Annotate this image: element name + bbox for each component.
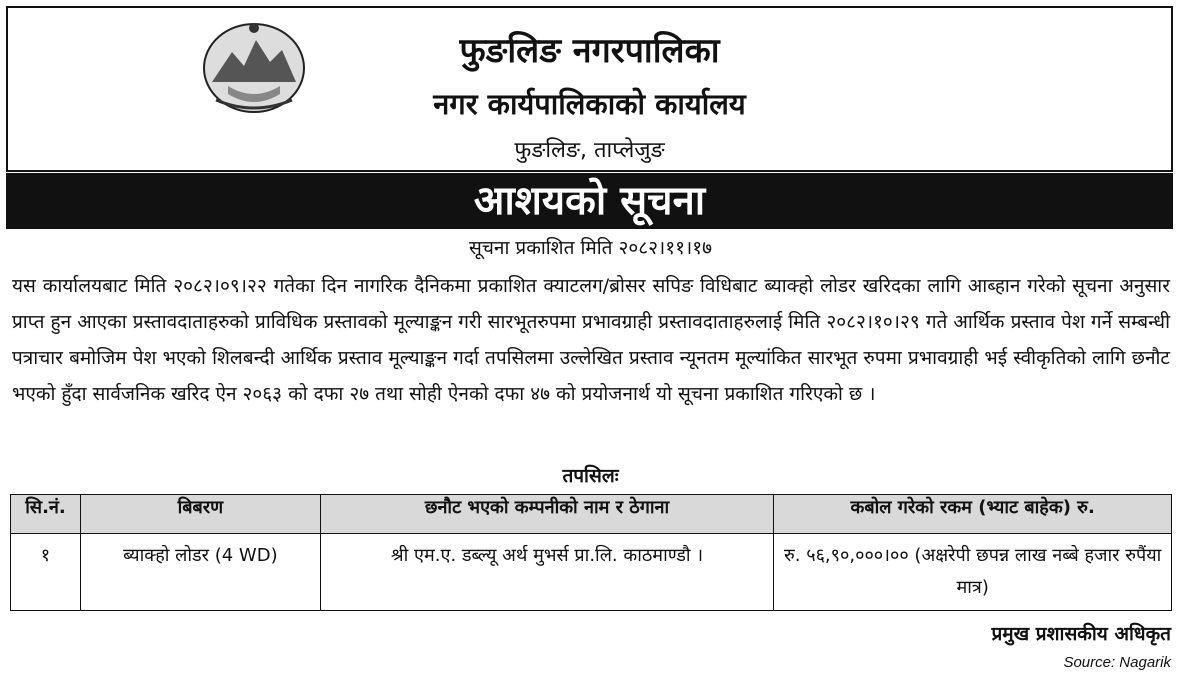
notice-header <box>6 6 1173 172</box>
header-company: छनौट भएको कम्पनीको नाम र ठेगाना <box>320 495 774 534</box>
cell-amount: रु. ५६,९०,०००।०० (अक्षरेपी छपन्न लाख नब्बे हजार रुपैंया मात्र) <box>774 534 1172 611</box>
office-name: नगर कार्यपालिकाको कार्यालय <box>433 87 746 121</box>
header-amount: कबोल गरेको रकम (भ्याट बाहेक) रु. <box>774 495 1172 534</box>
cell-serial: १ <box>11 534 81 611</box>
table-row <box>11 534 1172 611</box>
notice-body: यस कार्यालयबाट मिति २०८२।०९।२२ गतेका दिन नागरिक दैनिकमा प्रकाशित क्याटलग/ब्रोसर सपिङ विधिबाट ब्याक्हो लोडर खरिदका लागि आब्हान गरेको सूचना अनुसार प्राप्त हुन आएका प्रस्तावदाताहरुको प्राविधिक प्रस्तावको मूल्याङ्कन गरी सारभूतरुपमा प्रभावग्राही प्रस्तावदाताहरुलाई मिति २०८२।१०।२९ गते आर्थिक प्रस्ताव पेश गर्ने सम्बन्धी पत्राचार बमोजिम पेश भएको शिलबन्दी आर्थिक प्रस्ताव मूल्याङ्कन गर्दा तपसिलमा उल्लेखित प्रस्ताव न्यूनतम मूल्यांकित सारभूत रुपमा प्रभावग्राही भई स्वीकृतिको लागि छनौट भएको हुँदा सार्वजनिक खरिद ऐन २०६३ को दफा २७ तथा सोही ऐनको दफा ४७ को प्रयोजनार्थ यो सूचना प्रकाशित गरिएको छ । <box>12 275 1170 405</box>
header-description: बिबरण <box>80 495 320 534</box>
table-header-row <box>11 495 1172 534</box>
selection-table <box>10 494 1172 611</box>
header-serial: सि.नं. <box>11 495 81 534</box>
office-address: फुङलिङ, ताप्लेजुङ <box>514 138 665 163</box>
details-label: तपसिलः <box>562 465 619 487</box>
published-date: सूचना प्रकाशित मिति २०८२।११।१७ <box>469 237 712 259</box>
municipality-name: फुङलिङ नगरपालिका <box>459 31 720 71</box>
cell-description: ब्याक्हो लोडर (4 WD) <box>80 534 320 611</box>
cell-company: श्री एम.ए. डब्ल्यू अर्थ मुभर्स प्रा.लि. काठमाण्डौ । <box>320 534 774 611</box>
source-credit: Source: Nagarik <box>1063 654 1171 671</box>
signer-title: प्रमुख प्रशासकीय अधिकृत <box>991 623 1171 645</box>
notice-title: आशयको सूचना <box>6 173 1173 229</box>
